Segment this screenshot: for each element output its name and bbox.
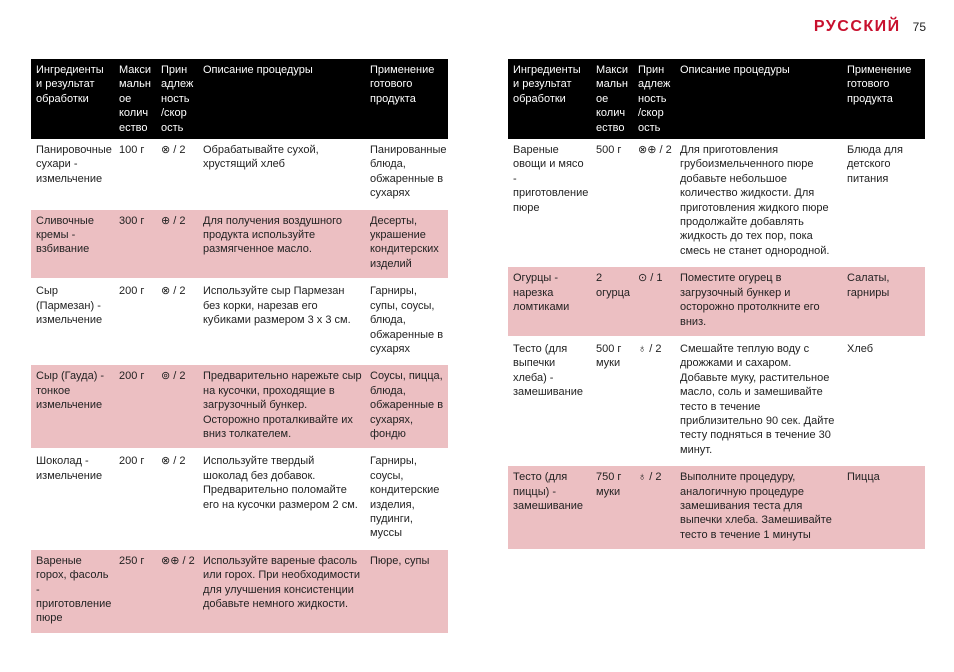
ingredient-cell: Панировочные сухари - измельчение xyxy=(31,139,114,209)
column-header: Описание процедуры xyxy=(675,59,842,139)
amount-cell: 500 г xyxy=(591,139,633,266)
ingredient-cell: Тесто (для пиццы) - замешивание xyxy=(508,465,591,550)
use-cell: Соусы, пицца, блюда, обжаренные в сухарях, фондю xyxy=(365,364,448,449)
column-header: Ингредиенты и результат обработки xyxy=(508,59,591,139)
attachment-cell: ⊙ / 1 xyxy=(633,266,675,337)
use-cell: Панированные блюда, обжаренные в сухарях xyxy=(365,139,448,209)
column-header: Прин адлеж ность /скор ость xyxy=(156,59,198,139)
description-cell: Для приготовления грубоизмельченного пюре добавьте небольшое количество жидкости. Для приготовления жидкого пюре продолжайте добавлять жидкость до тех пор, пока смесь не станет однородной. xyxy=(675,139,842,266)
amount-cell: 200 г xyxy=(114,449,156,548)
description-cell: Предварительно нарежьте сыр на кусочки, проходящие в загрузочный бункер. Осторожно проталкивайте их вниз толкателем. xyxy=(198,364,365,449)
ingredient-cell: Шоколад - измельчение xyxy=(31,449,114,548)
amount-cell: 750 г муки xyxy=(591,465,633,550)
column-header: Макси мальн ое колич ество xyxy=(591,59,633,139)
attachment-cell: ⊚ / 2 xyxy=(156,364,198,449)
column-header: Прин адлеж ность /скор ость xyxy=(633,59,675,139)
description-cell: Для получения воздушного продукта используйте размягченное масло. xyxy=(198,209,365,280)
attachment-cell: ⊗ / 2 xyxy=(156,139,198,209)
table-row xyxy=(31,139,448,209)
attachment-cell: ♁ / 2 xyxy=(633,465,675,550)
right-table xyxy=(508,59,925,551)
column-header: Ингредиенты и результат обработки xyxy=(31,59,114,139)
description-cell: Используйте вареные фасоль или горох. При необходимости для улучшения консистенции добавьте немного жидкости. xyxy=(198,549,365,634)
use-cell: Десерты, украшение кондитерских изделий xyxy=(365,209,448,280)
attachment-cell: ⊗⊕ / 2 xyxy=(633,139,675,266)
amount-cell: 2 огурца xyxy=(591,266,633,337)
attachment-cell: ♁ / 2 xyxy=(633,337,675,465)
description-cell: Используйте твердый шоколад без добавок. Предварительно поломайте его на кусочки размером 2 см. xyxy=(198,449,365,548)
table-row xyxy=(31,279,448,364)
table-row xyxy=(508,337,925,465)
description-cell: Смешайте теплую воду с дрожжами и сахаром. Добавьте муку, растительное масло, соль и замешивайте тесто в течение приблизительно 90 сек. Дайте тесту подняться в течение 30 минут. xyxy=(675,337,842,465)
column-header: Описание процедуры xyxy=(198,59,365,139)
ingredient-cell: Сыр (Пармезан) - измельчение xyxy=(31,279,114,364)
column-header: Макси мальн ое колич ество xyxy=(114,59,156,139)
attachment-cell: ⊗⊕ / 2 xyxy=(156,549,198,634)
use-cell: Салаты, гарниры xyxy=(842,266,925,337)
description-cell: Выполните процедуру, аналогичную процедуре замешивания теста для выпечки хлеба. Замешивайте тесто в течение 1 минуты xyxy=(675,465,842,550)
use-cell: Пицца xyxy=(842,465,925,550)
page-header xyxy=(814,18,926,36)
table-row xyxy=(508,465,925,550)
table-row xyxy=(31,209,448,280)
table-header-row xyxy=(508,59,925,139)
column-header: Применение готового продукта xyxy=(842,59,925,139)
page-number: 75 xyxy=(912,20,926,34)
description-cell: Используйте сыр Пармезан без корки, нарезав его кубиками размером 3 x 3 см. xyxy=(198,279,365,364)
description-cell: Обрабатывайте сухой, хрустящий хлеб xyxy=(198,139,365,209)
ingredient-cell: Вареные овощи и мясо - приготовление пюре xyxy=(508,139,591,266)
table-header-row xyxy=(31,59,448,139)
table-row xyxy=(508,266,925,337)
attachment-cell: ⊗ / 2 xyxy=(156,449,198,548)
language-label: РУССКИЙ xyxy=(813,18,901,35)
left-table xyxy=(31,59,448,635)
use-cell: Гарниры, супы, соусы, блюда, обжаренные в сухарях xyxy=(365,279,448,364)
ingredient-cell: Огурцы - нарезка ломтиками xyxy=(508,266,591,337)
use-cell: Пюре, супы xyxy=(365,549,448,634)
amount-cell: 500 г муки xyxy=(591,337,633,465)
table-row xyxy=(31,364,448,449)
column-header: Применение готового продукта xyxy=(365,59,448,139)
ingredient-cell: Вареные горох, фасоль - приготовление пюре xyxy=(31,549,114,634)
table-row xyxy=(31,449,448,548)
attachment-cell: ⊕ / 2 xyxy=(156,209,198,280)
amount-cell: 100 г xyxy=(114,139,156,209)
use-cell: Гарниры, соусы, кондитерские изделия, пудинги, муссы xyxy=(365,449,448,548)
amount-cell: 300 г xyxy=(114,209,156,280)
amount-cell: 250 г xyxy=(114,549,156,634)
table-row xyxy=(508,139,925,266)
attachment-cell: ⊗ / 2 xyxy=(156,279,198,364)
amount-cell: 200 г xyxy=(114,364,156,449)
use-cell: Хлеб xyxy=(842,337,925,465)
ingredient-cell: Тесто (для выпечки хлеба) - замешивание xyxy=(508,337,591,465)
amount-cell: 200 г xyxy=(114,279,156,364)
use-cell: Блюда для детского питания xyxy=(842,139,925,266)
table-row xyxy=(31,549,448,634)
ingredient-cell: Сливочные кремы - взбивание xyxy=(31,209,114,280)
ingredient-cell: Сыр (Гауда) - тонкое измельчение xyxy=(31,364,114,449)
description-cell: Поместите огурец в загрузочный бункер и осторожно протолкните его вниз. xyxy=(675,266,842,337)
